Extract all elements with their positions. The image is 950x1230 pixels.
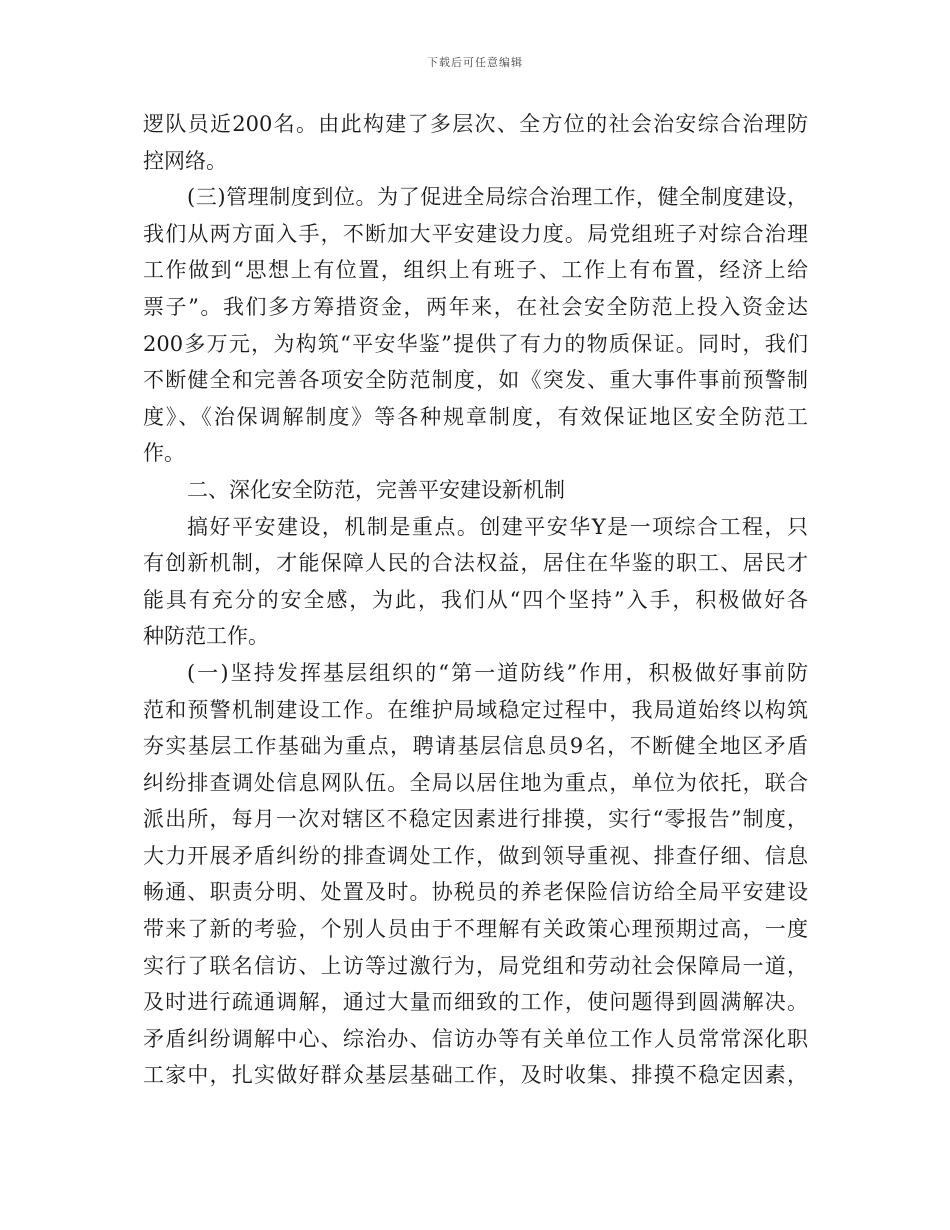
- text-line: 大力开展矛盾纠纷的排查调处工作，做到领导重视、排查仔细、信息: [143, 843, 808, 868]
- text-line: 票子”。我们多方筹措资金，两年来，在社会安全防范上投入资金达: [143, 294, 808, 319]
- text-line: 及时进行疏通调解，通过大量而细致的工作，使问题得到圆满解决。: [143, 990, 808, 1015]
- text-line: 逻队员近200名。由此构建了多层次、全方位的社会治安综合治理防: [143, 112, 808, 136]
- text-line: 作。: [143, 441, 185, 466]
- text-line: 有创新机制，才能保障人民的合法权益，居住在华鉴的职工、居民才: [143, 551, 808, 576]
- text-line: 控网络。: [143, 148, 227, 173]
- document-body: [143, 106, 808, 1094]
- text-line: 我们从两方面入手，不断加大平安建设力度。局党组班子对综合治理: [143, 221, 808, 246]
- text-line: 工作做到“思想上有位置，组织上有班子、工作上有布置，经济上给: [143, 258, 808, 283]
- text-line: 工家中，扎实做好群众基层基础工作，及时收集、排摸不稳定因素，: [143, 1063, 808, 1088]
- text-line: 夯实基层工作基础为重点，聘请基层信息员9名，不断健全地区矛盾: [143, 734, 808, 759]
- text-line: 搞好平安建设，机制是重点。创建平安华Y是一项综合工程，只: [187, 514, 808, 539]
- text-line: 种防范工作。: [143, 624, 269, 649]
- text-line: 派出所，每月一次对辖区不稳定因素进行排摸，实行“零报告”制度，: [143, 807, 808, 832]
- text-line: 范和预警机制建设工作。在维护局域稳定过程中，我局道始终以构筑: [143, 697, 808, 722]
- text-line: 带来了新的考验，个别人员由于不理解有关政策心理预期过高，一度: [143, 917, 808, 942]
- text-line: 不断健全和完善各项安全防范制度，如《突发、重大事件事前预警制: [143, 368, 808, 393]
- text-line: 纠纷排查调处信息网队伍。全局以居住地为重点，单位为依托，联合: [143, 770, 808, 795]
- page-header: 下载后可任意编辑: [427, 56, 523, 69]
- text-line: 实行了联名信访、上访等过激行为，局党组和劳动社会保障局一道，: [143, 953, 808, 978]
- text-line: (三)管理制度到位。为了促进全局综合治理工作，健全制度建设，: [187, 185, 808, 210]
- text-line: 能具有充分的安全感，为此，我们从“四个坚持”入手，积极做好各: [143, 587, 808, 612]
- text-line: 200多万元，为构筑“平安华鉴”提供了有力的物质保证。同时，我们: [143, 331, 808, 356]
- text-line: 度》、《治保调解制度》等各种规章制度，有效保证地区安全防范工: [143, 404, 808, 429]
- text-line: 畅通、职责分明、处置及时。协税员的养老保险信访给全局平安建设: [143, 880, 808, 905]
- text-line: (一)坚持发挥基层组织的“第一道防线”作用，积极做好事前防: [187, 660, 808, 685]
- text-line: 矛盾纠纷调解中心、综治办、信访办等有关单位工作人员常常深化职: [143, 1026, 808, 1051]
- text-line: 二、深化安全防范，完善平安建设新机制: [187, 477, 565, 502]
